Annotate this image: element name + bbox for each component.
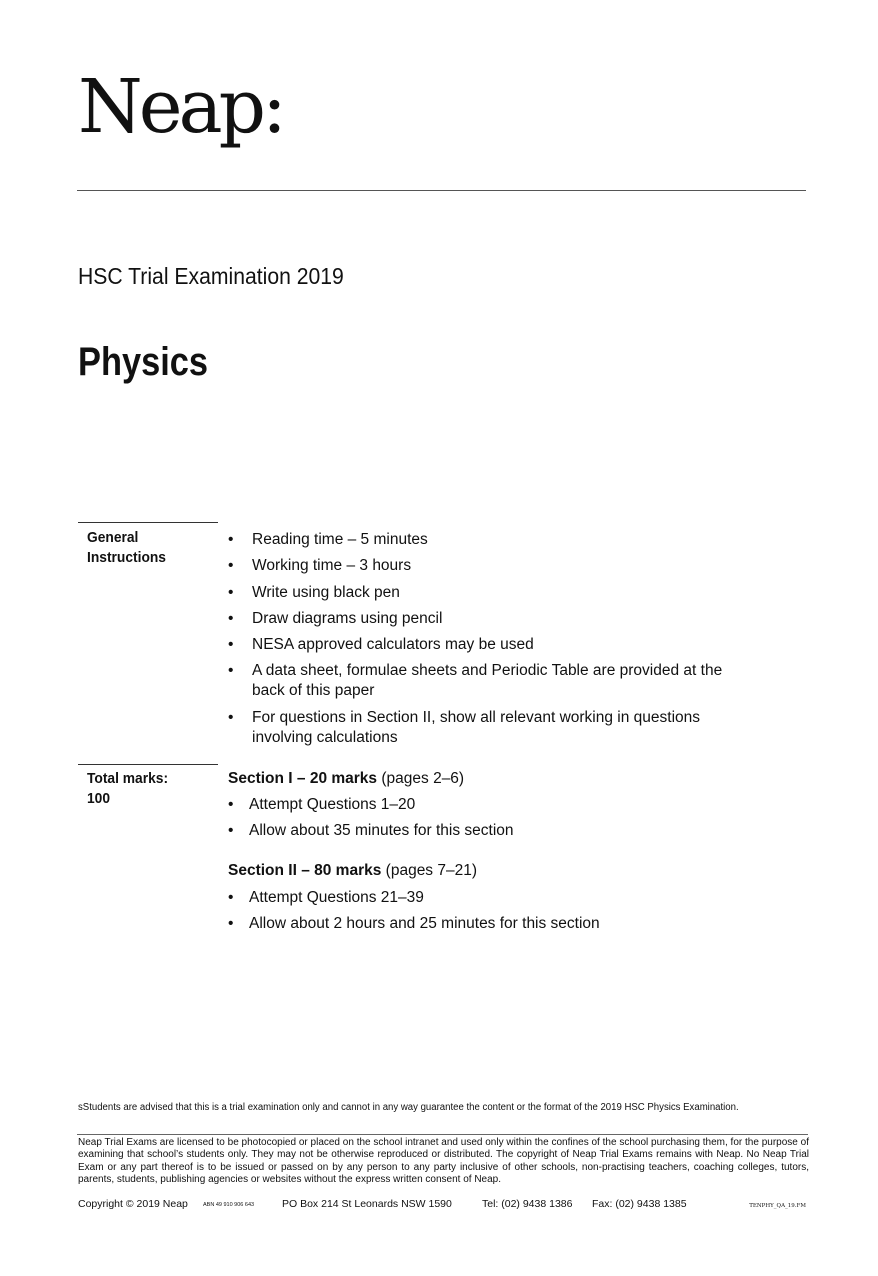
section-2-list <box>228 888 600 940</box>
bullet: • <box>228 609 234 627</box>
section-2-heading <box>228 861 477 881</box>
bullet: • <box>228 636 234 654</box>
section-2-heading-bold: Section II – 80 marks <box>228 862 382 879</box>
section-1-item-text: Attempt Questions 1–20 <box>249 796 416 813</box>
bullet: • <box>228 583 234 601</box>
bullet: • <box>228 915 234 932</box>
list-item <box>228 795 514 815</box>
section-1-pages: (pages 2–6) <box>377 770 465 787</box>
list-item <box>228 888 600 908</box>
abn-text: ABN 49 910 906 643 <box>203 1202 255 1208</box>
document-code: TENPHY_QA_19.FM <box>749 1203 806 1209</box>
list-item <box>228 609 728 629</box>
instruction-text: Write using black pen <box>252 583 400 601</box>
instruction-text: Working time – 3 hours <box>252 557 412 575</box>
general-instructions-label-line1: General <box>87 529 139 546</box>
total-marks-rule <box>78 764 218 765</box>
list-item <box>228 635 728 655</box>
bullet: • <box>228 557 234 575</box>
fax-text: Fax: (02) 9438 1385 <box>592 1198 687 1210</box>
instruction-text: For questions in Section II, show all relevant working in questions involving calculations <box>252 708 701 746</box>
list-item <box>228 661 728 701</box>
section-1-list <box>228 795 514 847</box>
section-2-item-text: Attempt Questions 21–39 <box>249 889 424 906</box>
general-instructions-list <box>228 530 728 754</box>
list-item <box>228 556 728 576</box>
general-instructions-label <box>87 528 166 568</box>
list-item <box>228 708 728 748</box>
bullet: • <box>228 889 234 906</box>
bullet: • <box>228 822 234 839</box>
list-item <box>228 583 728 603</box>
instruction-text: Reading time – 5 minutes <box>252 531 428 548</box>
general-instructions-rule <box>78 522 218 523</box>
neap-logo: Neap: <box>78 64 283 150</box>
footer-divider <box>77 1134 808 1135</box>
total-marks-label <box>87 769 168 809</box>
bullet: • <box>228 662 234 680</box>
list-item <box>228 821 514 841</box>
copyright-text: Copyright © 2019 Neap <box>78 1198 188 1210</box>
list-item <box>228 914 600 934</box>
total-marks-label-line1: Total marks: <box>87 770 169 787</box>
license-notice: Neap Trial Exams are licensed to be photocopied or placed on the school intranet and used only within the confines of the school purchasing them, for the purpose of examining that school’s students only. They may not be otherwise reproduced or distributed. The copyright of Neap Trial Exams remains with Neap. No Neap Trial Exam or any part thereof is to be issued or passed on by any person to any party inclusive of other schools, non-practising teachers, coaching colleges, tutors, parents, students, publishing agencies or websites without the express written consent of Neap. <box>78 1137 809 1185</box>
instruction-text: A data sheet, formulae sheets and Periodic Table are provided at the back of this paper <box>252 662 723 700</box>
address-text: PO Box 214 St Leonards NSW 1590 <box>282 1198 452 1210</box>
section-2-item-text: Allow about 2 hours and 25 minutes for this section <box>249 915 600 932</box>
instruction-text: NESA approved calculators may be used <box>252 636 534 654</box>
total-marks-value: 100 <box>87 790 111 807</box>
section-1-heading <box>228 769 464 789</box>
bullet: • <box>228 708 234 726</box>
exam-subtitle: HSC Trial Examination 2019 <box>78 263 344 289</box>
phone-text: Tel: (02) 9438 1386 <box>482 1198 573 1210</box>
list-item <box>228 530 728 550</box>
bullet: • <box>228 796 234 813</box>
bullet: • <box>228 531 234 548</box>
instruction-text: Draw diagrams using pencil <box>252 609 443 627</box>
section-1-item-text: Allow about 35 minutes for this section <box>249 822 514 839</box>
header-divider <box>77 190 806 191</box>
section-2-pages: (pages 7–21) <box>381 862 478 879</box>
general-instructions-label-line2: Instructions <box>87 549 166 566</box>
section-1-heading-bold: Section I – 20 marks <box>228 770 378 787</box>
exam-title: Physics <box>78 340 209 384</box>
trial-advice-note: sStudents are advised that this is a trial examination only and cannot in any way guarantee the content or the format of the 2019 HSC Physics Examination. <box>78 1102 739 1113</box>
